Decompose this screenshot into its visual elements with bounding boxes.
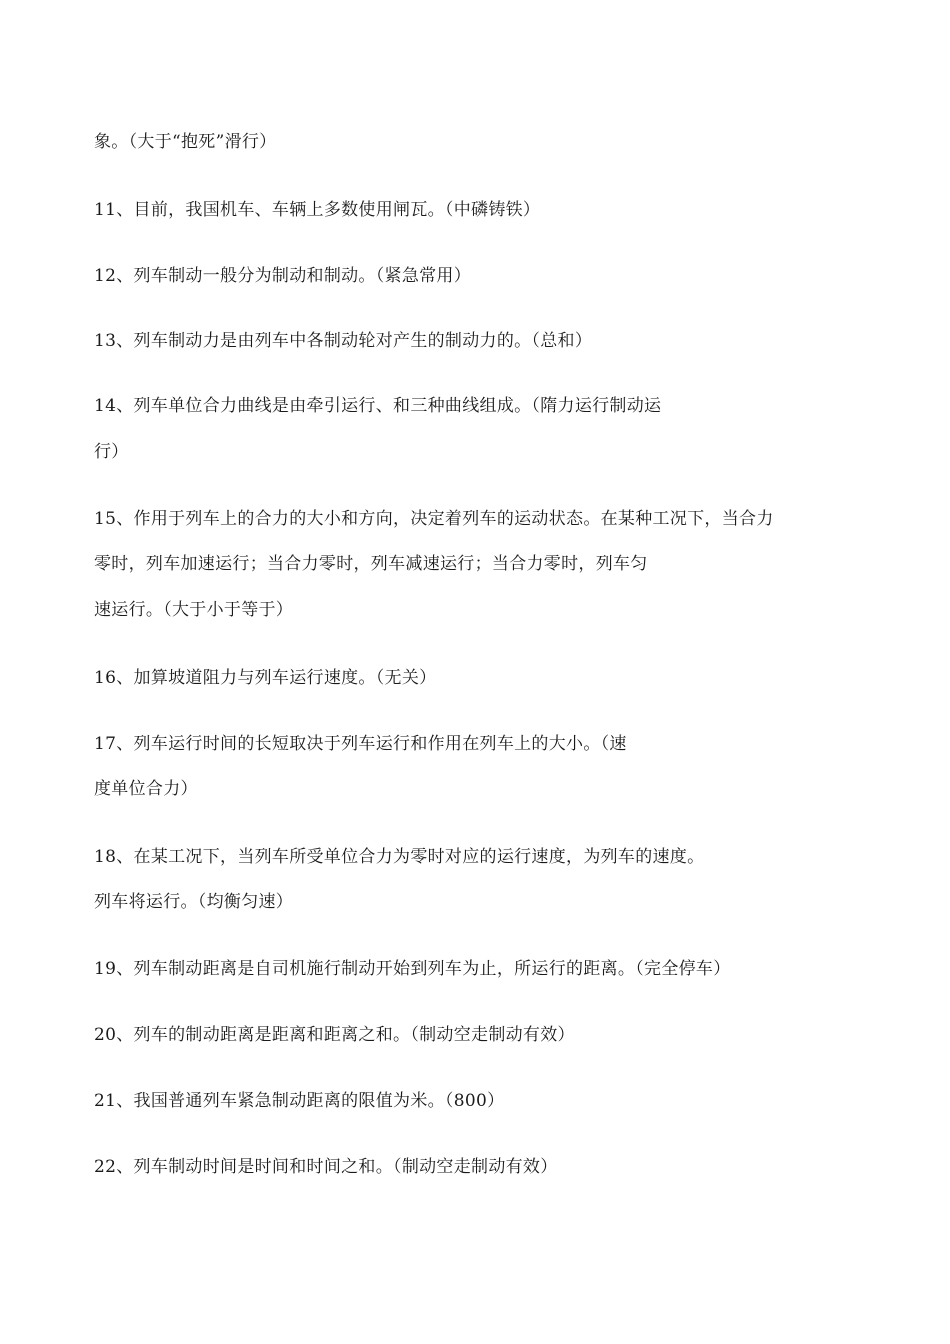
question-22: 22、列车制动时间是时间和时间之和。（制动空走制动有效） bbox=[94, 1157, 558, 1177]
question-14-continuation: 行） bbox=[94, 442, 129, 462]
question-18: 18、在某工况下，当列车所受单位合力为零时对应的运行速度，为列车的速度。 bbox=[94, 847, 705, 867]
question-17-continuation: 度单位合力） bbox=[94, 779, 198, 799]
question-16: 16、加算坡道阻力与列车运行速度。（无关） bbox=[94, 668, 437, 688]
question-21: 21、我国普通列车紧急制动距离的限值为米。（800） bbox=[94, 1091, 505, 1111]
question-15-continuation-1: 零时，列车加速运行；当合力零时，列车减速运行；当合力零时，列车匀 bbox=[94, 554, 648, 574]
question-18-continuation: 列车将运行。（均衡匀速） bbox=[94, 892, 294, 912]
question-20: 20、列车的制动距离是距离和距离之和。（制动空走制动有效） bbox=[94, 1025, 575, 1045]
text-line-continuation-10: 象。（大于“抱死”滑行） bbox=[94, 132, 277, 152]
question-15-continuation-2: 速运行。（大于小于等于） bbox=[94, 600, 294, 620]
question-17: 17、列车运行时间的长短取决于列车运行和作用在列车上的大小。（速 bbox=[94, 734, 627, 754]
question-11: 11、目前，我国机车、车辆上多数使用闸瓦。（中磷铸铁） bbox=[94, 200, 541, 220]
question-12: 12、列车制动一般分为制动和制动。（紧急常用） bbox=[94, 266, 472, 286]
question-13: 13、列车制动力是由列车中各制动轮对产生的制动力的。（总和） bbox=[94, 331, 593, 351]
question-15: 15、作用于列车上的合力的大小和方向，决定着列车的运动状态。在某种工况下，当合力 bbox=[94, 509, 774, 529]
question-14: 14、列车单位合力曲线是由牵引运行、和三种曲线组成。（隋力运行制动运 bbox=[94, 396, 662, 416]
question-19: 19、列车制动距离是自司机施行制动开始到列车为止，所运行的距离。（完全停车） bbox=[94, 959, 731, 979]
